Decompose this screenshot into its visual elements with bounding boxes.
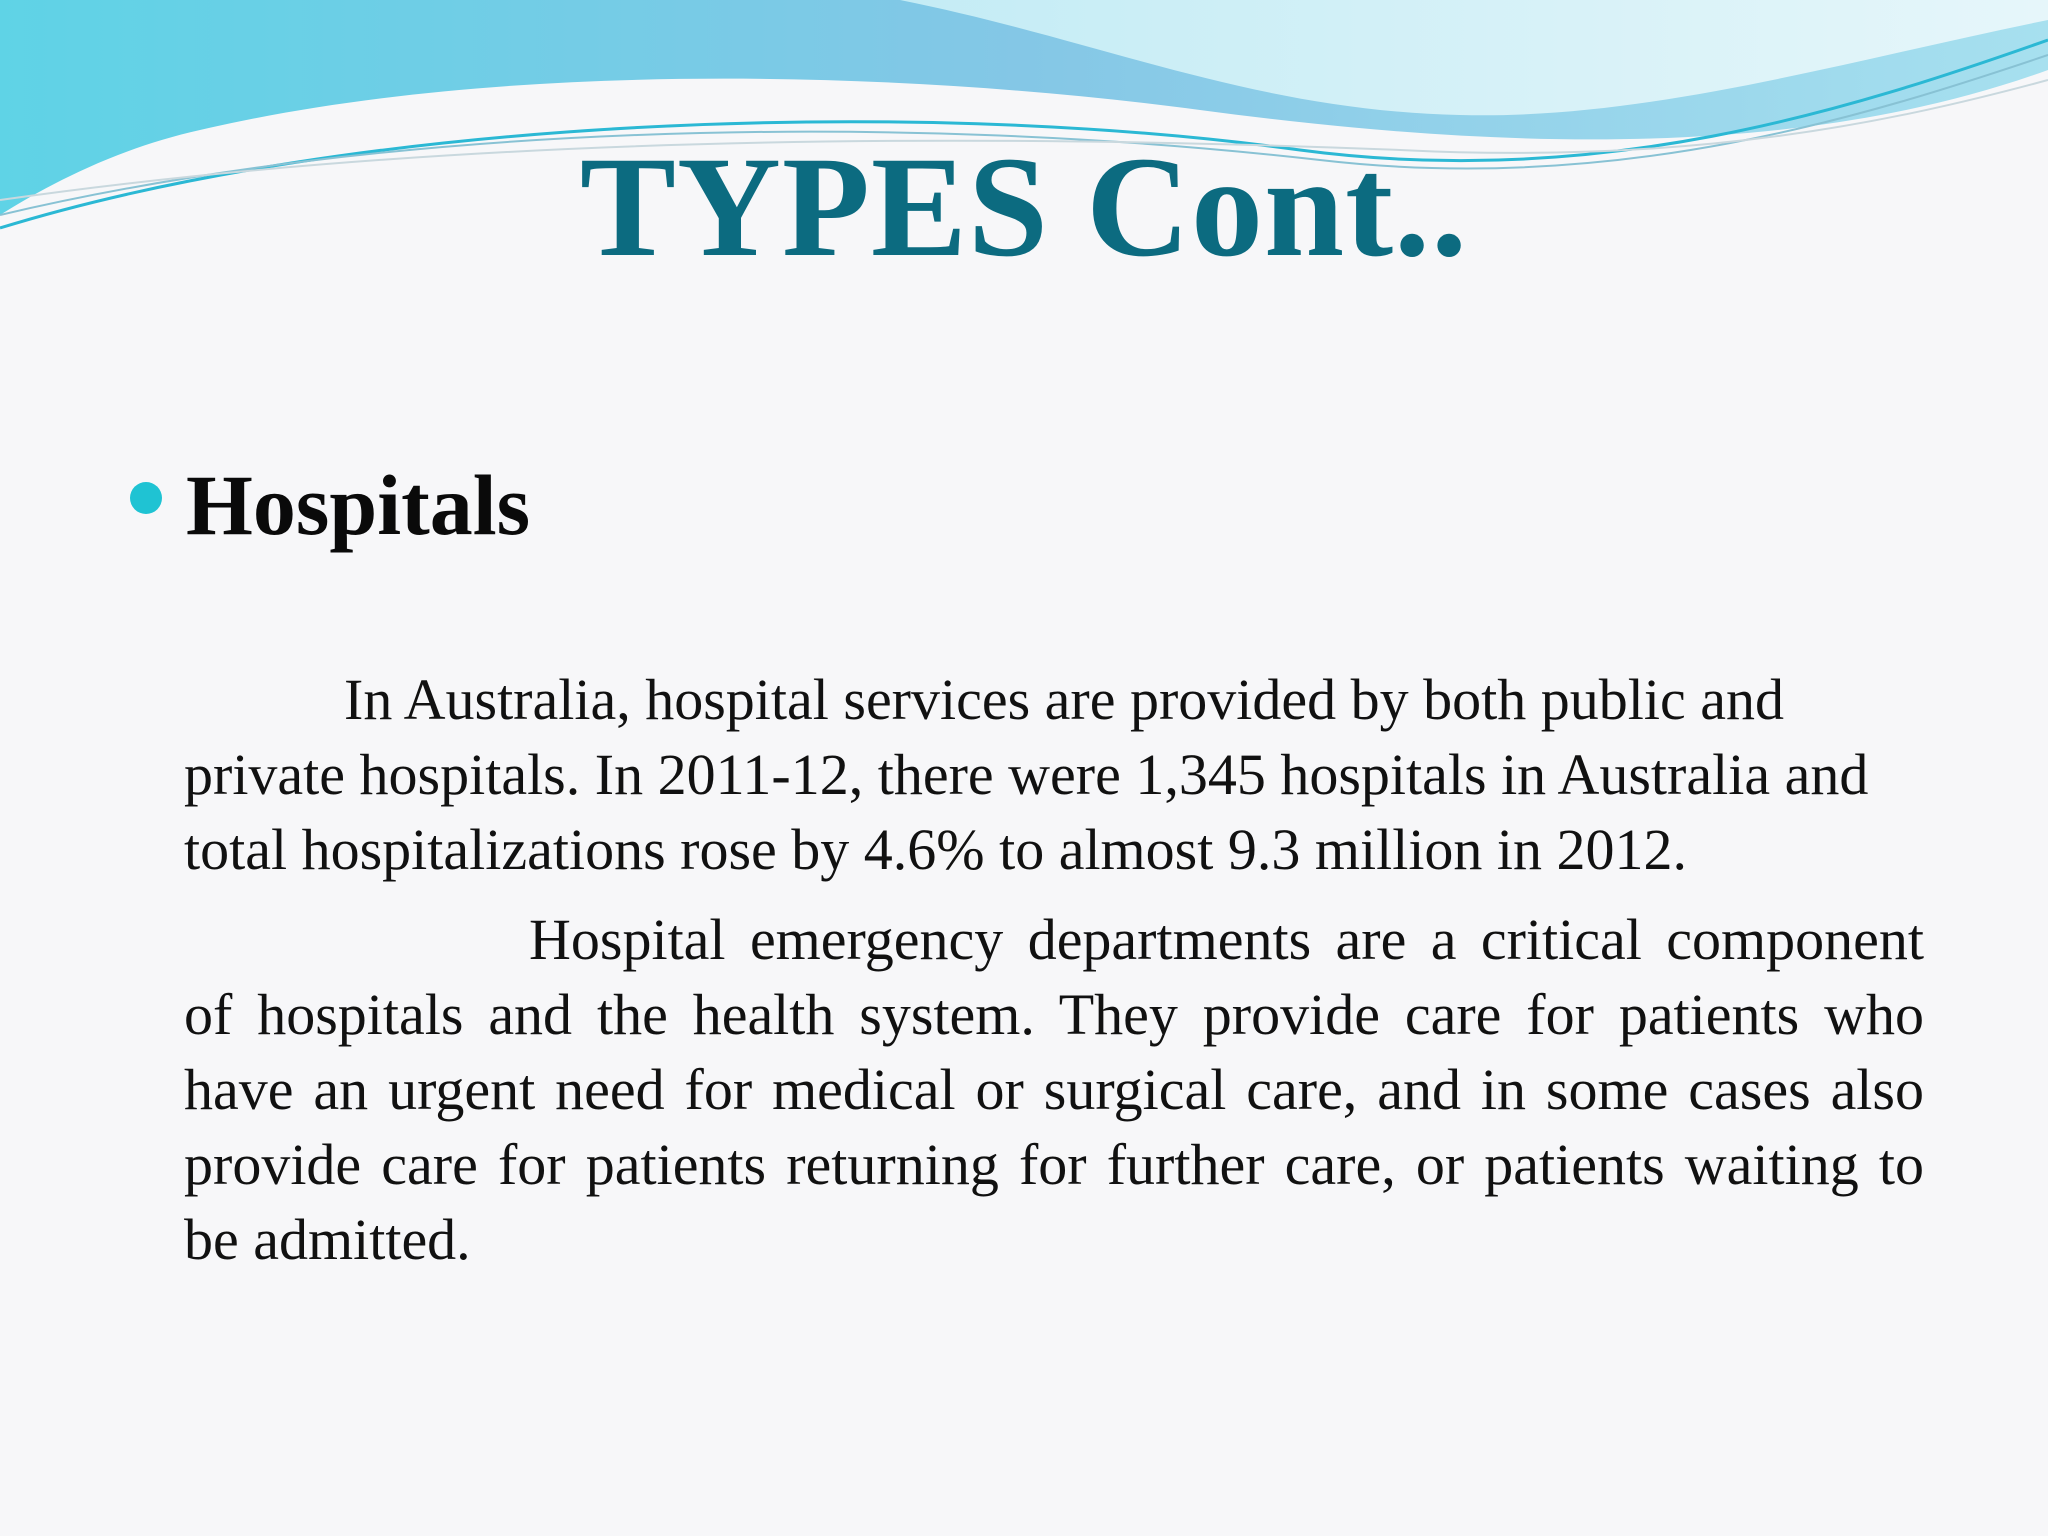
bullet-dot-icon <box>130 482 162 514</box>
paragraph-australia-hospitals: In Australia, hospital services are provided by both public and private hospitals. In 2011-12, there were 1,345 hospitals in Australia and total hospitalizations rose by 4.6% to almost 9.3 million in 2012. <box>184 667 1869 882</box>
slide-title: TYPES Cont.. <box>579 128 1469 287</box>
paragraph-emergency-departments: Hospital emergency departments are a critical component of hospitals and the health system. They provide care for patients who have an urgent need for medical or surgical care, and in some cases also provide care for patients returning for further care, or patients waiting to be admitted. <box>184 907 1924 1272</box>
bullet-heading: Hospitals <box>186 457 531 553</box>
bullet-item-hospitals <box>130 450 530 560</box>
